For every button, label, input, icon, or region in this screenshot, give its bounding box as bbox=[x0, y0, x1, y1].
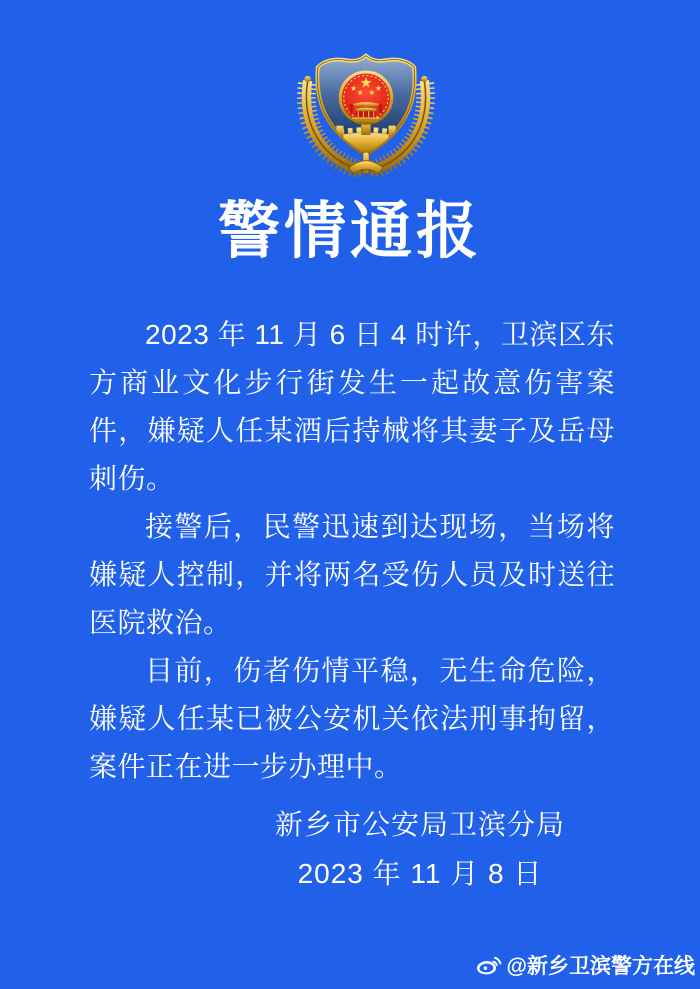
notice-title: 警情通报 bbox=[217, 197, 482, 266]
issuer-name: 新乡市公安局卫滨分局 bbox=[274, 809, 565, 840]
paragraph-2: 接警后，民警迅速到达现场，当场将嫌疑人控制，并将两名受伤人员及时送往医院救治。 bbox=[89, 511, 615, 638]
issue-date: 2023 年 11 月 8 日 bbox=[297, 858, 543, 889]
signature-block bbox=[140, 800, 700, 898]
police-badge-icon bbox=[288, 37, 444, 177]
notice-body bbox=[89, 311, 615, 791]
watermark-handle: @新乡卫滨警方在线 bbox=[506, 955, 695, 978]
weibo-icon bbox=[475, 953, 502, 977]
paragraph-3: 目前，伤者伤情平稳，无生命危险，嫌疑人任某已被公安机关依法刑事拘留，案件正在进一步办理中。 bbox=[89, 655, 615, 782]
watermark bbox=[475, 950, 695, 980]
paragraph-1: 2023 年 11 月 6 日 4 时许，卫滨区东方商业文化步行街发生一起故意伤害案件，嫌疑人任某酒后持械将其妻子及岳母刺伤。 bbox=[89, 319, 615, 494]
